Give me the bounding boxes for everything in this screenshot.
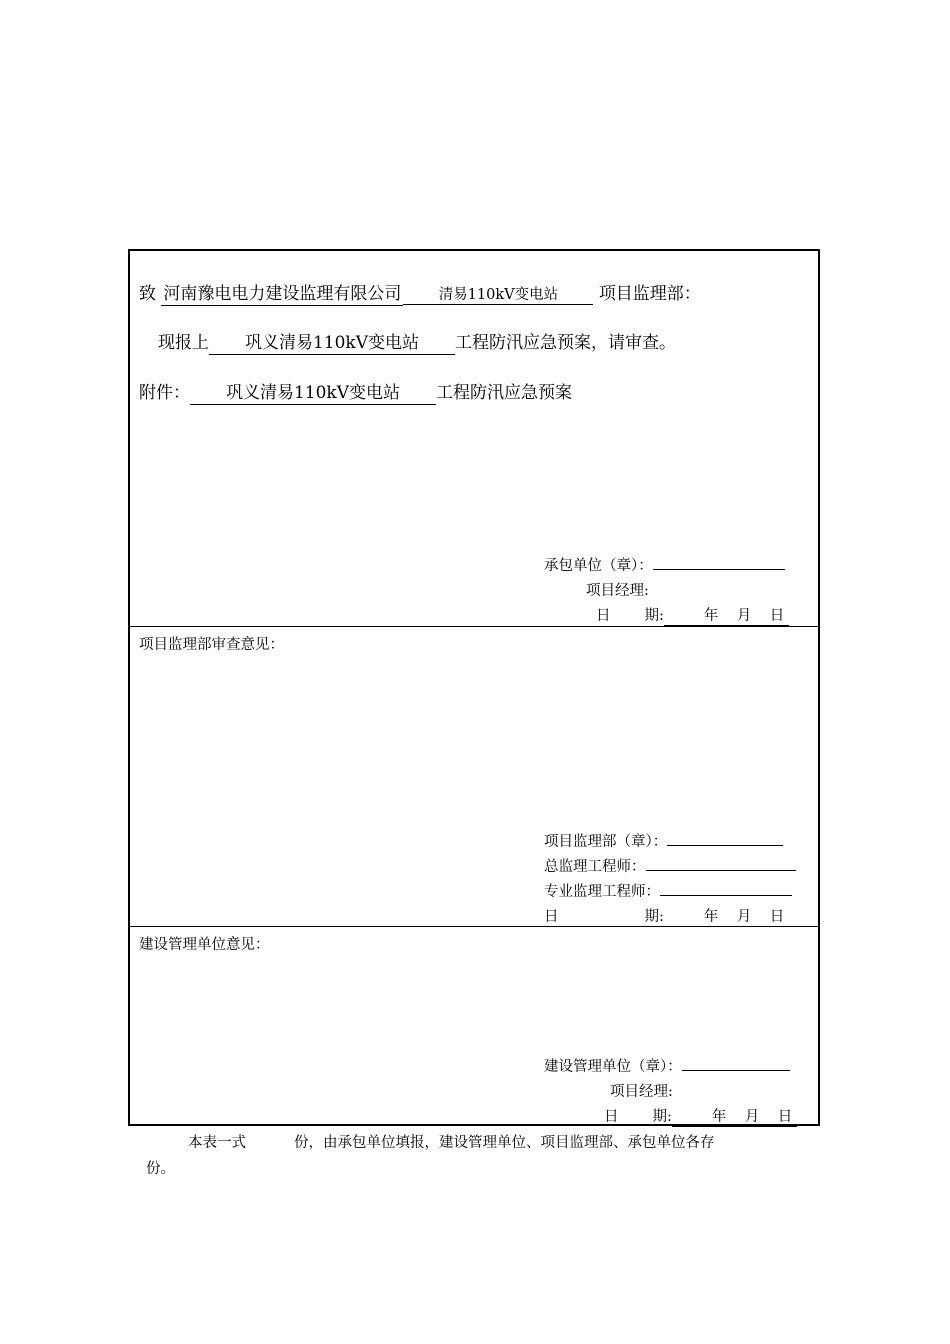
owner-manager-label: 项目经理: (610, 1084, 673, 1100)
attachment-line (139, 378, 572, 405)
footer-part2: 份，由承包单位填报，建设管理单位、项目监理部、承包单位各存 (294, 1135, 715, 1151)
supervisor-review-section (130, 627, 818, 927)
day-label: 日 (769, 608, 785, 624)
month-label: 月 (736, 909, 752, 925)
review-date-field[interactable] (664, 909, 789, 927)
to-prefix: 致 (139, 284, 156, 304)
month-label: 月 (744, 1109, 760, 1125)
date-label-1: 日 (544, 909, 559, 925)
report-line (158, 328, 676, 355)
report-suffix: 工程防汛应急预案，请审查。 (455, 333, 676, 353)
specialist-engineer-label: 专业监理工程师： (544, 884, 660, 900)
project-manager-line (586, 579, 649, 600)
contractor-seal-line (544, 554, 785, 575)
owner-manager-line (610, 1080, 673, 1101)
footer-part1: 本表一式 (188, 1135, 246, 1151)
owner-opinion-title: 建设管理单位意见： (139, 937, 270, 953)
contractor-seal-field[interactable] (653, 555, 785, 570)
contractor-label: 承包单位（章）： (544, 558, 653, 574)
project-manager-label: 项目经理: (586, 583, 649, 599)
date-label-1: 日 (596, 608, 611, 624)
review-title: 项目监理部审查意见： (139, 637, 284, 653)
chief-engineer-label: 总监理工程师： (544, 859, 646, 875)
date-label-2: 期: (652, 1109, 672, 1125)
date-label-2: 期: (644, 608, 664, 624)
owner-date-line (604, 1105, 797, 1127)
owner-opinion-section (130, 927, 818, 1126)
day-label: 日 (769, 909, 785, 925)
chief-engineer-line (544, 855, 796, 876)
attachment-suffix: 工程防汛应急预案 (436, 383, 572, 403)
chief-engineer-field[interactable] (646, 856, 796, 871)
dept-seal-line (544, 830, 783, 851)
day-label: 日 (777, 1109, 793, 1125)
project-name-field: 清易110kV变电站 (403, 287, 593, 305)
year-label: 年 (703, 608, 719, 624)
date-label-1: 日 (604, 1109, 619, 1125)
footer-note (188, 1131, 715, 1152)
year-label: 年 (703, 909, 719, 925)
report-project-field: 巩义清易110kV变电站 (209, 334, 455, 355)
owner-seal-line (544, 1055, 790, 1076)
month-label: 月 (736, 608, 752, 624)
dept-seal-label: 项目监理部（章）： (544, 834, 668, 850)
submission-form (128, 249, 820, 1126)
review-date-line (544, 905, 789, 927)
owner-seal-field[interactable] (682, 1056, 790, 1071)
to-suffix: 项目监理部： (598, 284, 701, 304)
date-line (596, 604, 789, 626)
attachment-prefix: 附件： (139, 383, 190, 403)
footer-line2: 份。 (146, 1161, 175, 1177)
date-label-2: 期: (644, 909, 664, 925)
report-prefix: 现报上 (158, 333, 209, 353)
contractor-section (130, 251, 818, 627)
year-label: 年 (711, 1109, 727, 1125)
owner-seal-label: 建设管理单位（章）： (544, 1059, 682, 1075)
specialist-engineer-line (544, 880, 792, 901)
supervisor-company: 河南豫电电力建设监理有限公司 (163, 284, 402, 304)
date-field[interactable] (664, 608, 789, 626)
specialist-engineer-field[interactable] (660, 881, 792, 896)
attachment-project-field: 巩义清易110kV变电站 (190, 384, 436, 405)
owner-date-field[interactable] (672, 1109, 797, 1127)
dept-seal-field[interactable] (667, 831, 783, 846)
addressee-line (139, 279, 701, 306)
